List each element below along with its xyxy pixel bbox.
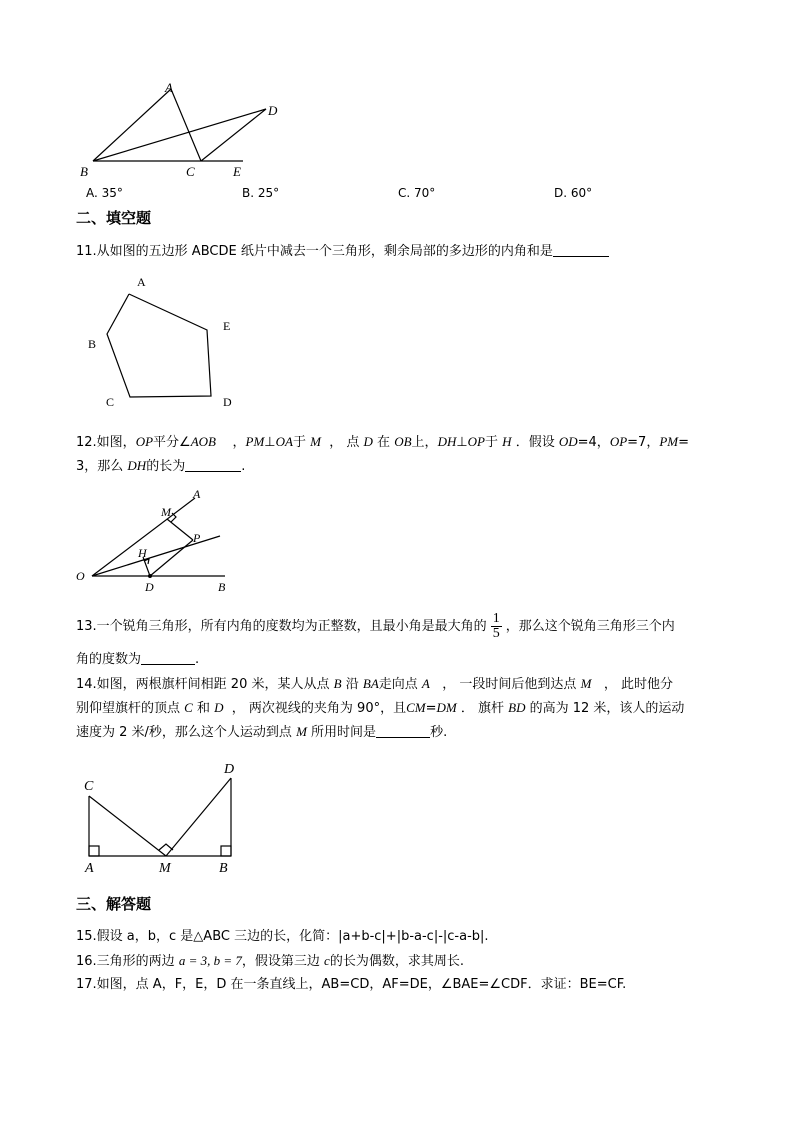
q12-var: OP bbox=[135, 434, 154, 449]
q16-var: c bbox=[324, 953, 330, 968]
q14-var: DM bbox=[436, 700, 457, 715]
question-13-line1 bbox=[76, 612, 675, 641]
q12-text: 于 bbox=[292, 435, 306, 450]
fraction-one-fifth bbox=[491, 612, 502, 641]
line-ba bbox=[93, 89, 171, 161]
q12-text: 平分∠ bbox=[153, 435, 191, 450]
q14-text: 走向点 bbox=[378, 677, 418, 692]
q12-text: 12.如图， bbox=[76, 435, 136, 450]
figure-q11-pentagon bbox=[80, 270, 250, 415]
option-c: C. 70° bbox=[398, 186, 436, 200]
label-e: E bbox=[233, 164, 241, 179]
option-b: B. 25° bbox=[242, 186, 280, 200]
q12-text: ， bbox=[232, 435, 246, 450]
q12-var: DH bbox=[127, 458, 147, 473]
figure-q10 bbox=[70, 75, 300, 185]
question-15: 15.假设 a，b，c 是△ABC 三边的长，化简：|a+b-c|+|b-a-c|-|c-a-b|. bbox=[76, 929, 489, 944]
sight-line-cm bbox=[89, 796, 166, 856]
label-m: M bbox=[161, 505, 171, 519]
q12-text: 在 bbox=[377, 435, 391, 450]
label-p: P bbox=[193, 531, 201, 545]
q14-var: CM bbox=[406, 700, 426, 715]
right-angle-m bbox=[171, 513, 176, 522]
segment-pm bbox=[167, 519, 193, 540]
q14-var: C bbox=[184, 700, 193, 715]
q12-var: OD bbox=[558, 434, 578, 449]
question-11 bbox=[76, 242, 609, 262]
q14-text: ， 一段时间后他到达点 bbox=[442, 677, 577, 692]
label-a: A bbox=[137, 275, 146, 289]
q12-text: ．假设 bbox=[515, 435, 555, 450]
line-ac bbox=[171, 89, 201, 161]
right-angle-b bbox=[221, 846, 231, 856]
q12-var: AOB bbox=[190, 434, 216, 449]
q13-text: 角的度数为 bbox=[76, 652, 142, 667]
question-12-line1 bbox=[76, 432, 689, 453]
q14-text: ， 两次视线的夹角为 90°，且 bbox=[231, 701, 407, 716]
q14-var: BA bbox=[362, 676, 379, 691]
q12-text: =7， bbox=[627, 435, 660, 450]
q12-var: DH bbox=[437, 434, 457, 449]
answer-blank-13 bbox=[141, 651, 195, 665]
label-b: B bbox=[219, 861, 228, 876]
label-a: A bbox=[193, 487, 201, 501]
q12-text: ⊥ bbox=[456, 435, 468, 450]
fraction-numerator: 1 bbox=[492, 611, 500, 626]
question-14-line3 bbox=[76, 722, 447, 743]
answer-blank-12 bbox=[185, 458, 241, 472]
label-a: A bbox=[85, 861, 94, 876]
q12-text: 的长为 bbox=[146, 459, 186, 474]
q12-var: OB bbox=[394, 434, 412, 449]
question-14-line1 bbox=[76, 674, 673, 695]
q14-text: 速度为 2 米/秒，那么这个人运动到点 bbox=[76, 725, 292, 740]
label-e: E bbox=[223, 319, 231, 333]
q12-var: PM bbox=[245, 434, 265, 449]
q12-text: 于 bbox=[485, 435, 499, 450]
label-m: M bbox=[159, 861, 171, 876]
q14-var: M bbox=[580, 676, 592, 691]
q12-var: OP bbox=[467, 434, 486, 449]
fraction-denominator: 5 bbox=[492, 626, 500, 641]
line-cd bbox=[201, 109, 266, 161]
label-d: D bbox=[224, 762, 235, 777]
q12-var: PM bbox=[659, 434, 679, 449]
q14-text: 秒. bbox=[430, 725, 448, 740]
q14-text: = bbox=[425, 701, 437, 716]
q14-var: B bbox=[333, 676, 342, 691]
q14-var: M bbox=[296, 724, 307, 739]
q12-text: 3，那么 bbox=[76, 459, 124, 474]
line-bd bbox=[93, 109, 266, 161]
label-d: D bbox=[268, 103, 278, 118]
q14-text: 的高为 12 米，该人的运动 bbox=[529, 701, 685, 716]
q14-text: 别仰望旗杆的顶点 bbox=[76, 701, 181, 716]
q16-math: a = 3, b = 7 bbox=[178, 953, 242, 968]
q14-text: ， 此时他分 bbox=[603, 677, 673, 692]
q12-text: = bbox=[678, 435, 690, 450]
label-h: H bbox=[138, 546, 147, 560]
sight-line-dm bbox=[166, 778, 231, 856]
q12-text: =4， bbox=[577, 435, 610, 450]
right-angle-a bbox=[89, 846, 99, 856]
option-d: D. 60° bbox=[554, 186, 593, 200]
q12-text: ， 点 bbox=[329, 435, 360, 450]
segment-pd bbox=[150, 540, 193, 576]
label-a: A bbox=[165, 80, 173, 95]
q12-text: . bbox=[241, 459, 246, 474]
q13-text: ，那么这个锐角三角形三个内 bbox=[505, 619, 675, 634]
q16-text: 的长为偶数，求其周长. bbox=[329, 954, 464, 969]
q14-text: 14.如图，两根旗杆间相距 20 米，某人从点 bbox=[76, 677, 330, 692]
answer-blank-11 bbox=[553, 243, 609, 257]
q14-var: D bbox=[214, 700, 224, 715]
option-a: A. 35° bbox=[86, 186, 123, 200]
q12-var: D bbox=[363, 434, 373, 449]
q12-text: ⊥ bbox=[264, 435, 276, 450]
section-title-solve: 三、解答题 bbox=[76, 895, 152, 913]
answer-blank-14 bbox=[376, 724, 430, 738]
q12-var: M bbox=[310, 434, 321, 449]
label-o: O bbox=[76, 569, 85, 583]
q14-var: A bbox=[421, 676, 430, 691]
label-c: C bbox=[106, 395, 115, 409]
q13-text: 13.一个锐角三角形，所有内角的度数均为正整数，且最小角是最大角的 bbox=[76, 619, 487, 634]
q12-text: 上， bbox=[411, 435, 438, 450]
q16-text: 16.三角形的两边 bbox=[76, 954, 175, 969]
q14-text: ． 旗杆 bbox=[460, 701, 504, 716]
label-d: D bbox=[145, 580, 154, 594]
pentagon-shape bbox=[107, 294, 211, 397]
figure-q12 bbox=[72, 484, 242, 596]
figure-q14-flagpoles bbox=[76, 758, 251, 880]
question-12-line2 bbox=[76, 456, 245, 477]
label-b: B bbox=[218, 580, 226, 594]
q12-var: OA bbox=[275, 434, 293, 449]
question-11-text: 11.从如图的五边形 ABCDE 纸片中减去一个三角形，剩余局部的多边形的内角和是 bbox=[76, 244, 553, 259]
section-title-fill-blank: 二、填空题 bbox=[76, 209, 152, 227]
q16-text: ，假设第三边 bbox=[241, 954, 320, 969]
label-d: D bbox=[223, 395, 232, 409]
label-c: C bbox=[84, 779, 94, 794]
label-b: B bbox=[80, 164, 88, 179]
q14-var: BD bbox=[508, 700, 526, 715]
question-13-line2 bbox=[76, 650, 199, 670]
label-c: C bbox=[186, 164, 195, 179]
question-17: 17.如图，点 A，F，E，D 在一条直线上，AB=CD，AF=DE，∠BAE=∠CDF．求证：BE=CF. bbox=[76, 977, 627, 992]
q13-text: . bbox=[195, 652, 200, 667]
question-14-line2 bbox=[76, 698, 684, 719]
q12-var: OP bbox=[609, 434, 628, 449]
q14-text: 和 bbox=[196, 701, 210, 716]
point-d bbox=[148, 574, 152, 578]
question-16 bbox=[76, 951, 464, 972]
label-b: B bbox=[88, 337, 97, 351]
q14-text: 沿 bbox=[345, 677, 359, 692]
q14-text: 所用时间是 bbox=[311, 725, 377, 740]
ray-oa bbox=[92, 498, 195, 576]
ray-op bbox=[92, 536, 220, 576]
right-angle-m bbox=[159, 844, 173, 850]
q12-var: H bbox=[502, 434, 512, 449]
